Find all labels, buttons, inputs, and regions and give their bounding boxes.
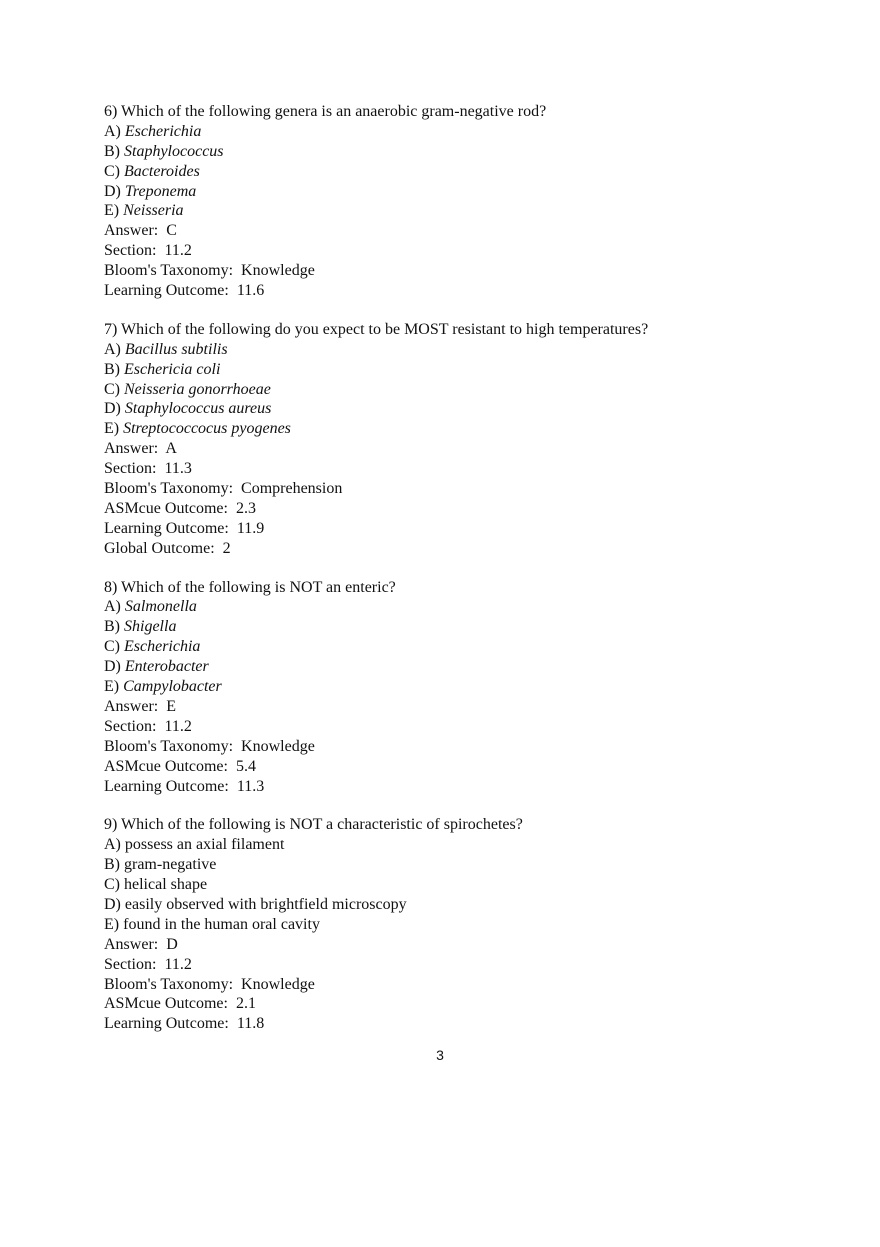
option-prefix: D) (104, 182, 121, 200)
section-ref: Section: 11.3 (104, 460, 192, 478)
answer-option (104, 360, 824, 380)
answer-option (104, 875, 824, 895)
answer-option (104, 142, 824, 162)
section-ref: Section: 11.2 (104, 242, 192, 260)
blooms-taxonomy: Bloom's Taxonomy: Knowledge (104, 975, 315, 993)
blooms-taxonomy: Bloom's Taxonomy: Knowledge (104, 262, 315, 280)
answer-option (104, 162, 824, 182)
option-prefix: C) (104, 638, 120, 656)
option-prefix: D) (104, 658, 121, 676)
page-number: 3 (436, 1047, 444, 1063)
option-text: Escherichia (124, 638, 201, 656)
option-text: Streptococcocus pyogenes (123, 420, 291, 438)
option-prefix: D) (104, 895, 121, 913)
asmcue-outcome: ASMcue Outcome: 2.3 (104, 499, 256, 517)
global-outcome: Global Outcome: 2 (104, 539, 231, 557)
answer-option (104, 835, 824, 855)
answer-key: Answer: C (104, 222, 177, 240)
option-text: Staphylococcus (124, 142, 224, 160)
option-prefix: C) (104, 162, 120, 180)
option-prefix: A) (104, 598, 121, 616)
section-ref: Section: 11.2 (104, 955, 192, 973)
option-prefix: A) (104, 340, 121, 358)
answer-option (104, 895, 824, 915)
answer-option (104, 380, 824, 400)
option-prefix: D) (104, 400, 121, 418)
answer-option (104, 915, 824, 935)
option-prefix: E) (104, 678, 120, 696)
option-text: Treponema (124, 182, 197, 200)
question-stem: 9) Which of the following is NOT a characteristic of spirochetes? (104, 816, 523, 834)
blooms-taxonomy: Bloom's Taxonomy: Comprehension (104, 480, 343, 498)
asmcue-outcome: ASMcue Outcome: 5.4 (104, 757, 256, 775)
question-6 (104, 102, 824, 301)
option-text: found in the human oral cavity (123, 915, 320, 933)
option-text: Neisseria (123, 202, 184, 220)
option-prefix: C) (104, 876, 120, 894)
learning-outcome: Learning Outcome: 11.9 (104, 519, 265, 537)
option-text: easily observed with brightfield microscopy (124, 895, 407, 913)
option-text: Campylobacter (123, 678, 222, 696)
option-text: Eschericia coli (124, 360, 221, 378)
answer-option (104, 399, 824, 419)
learning-outcome: Learning Outcome: 11.6 (104, 282, 265, 300)
answer-option (104, 122, 824, 142)
question-list (104, 102, 824, 1053)
answer-option (104, 617, 824, 637)
answer-option (104, 637, 824, 657)
learning-outcome: Learning Outcome: 11.8 (104, 1015, 265, 1033)
option-prefix: B) (104, 360, 120, 378)
option-prefix: B) (104, 142, 120, 160)
option-prefix: E) (104, 202, 120, 220)
answer-option (104, 182, 824, 202)
option-text: Shigella (124, 618, 177, 636)
question-9 (104, 815, 824, 1034)
answer-option (104, 340, 824, 360)
answer-option (104, 419, 824, 439)
answer-option (104, 657, 824, 677)
option-prefix: B) (104, 618, 120, 636)
option-prefix: E) (104, 915, 120, 933)
section-ref: Section: 11.2 (104, 717, 192, 735)
answer-key: Answer: A (104, 440, 177, 458)
answer-option (104, 201, 824, 221)
option-text: possess an axial filament (124, 836, 285, 854)
option-text: helical shape (124, 876, 208, 894)
option-prefix: B) (104, 856, 120, 874)
option-text: Bacillus subtilis (124, 340, 228, 358)
answer-option (104, 597, 824, 617)
option-text: Salmonella (124, 598, 197, 616)
option-text: gram-negative (124, 856, 217, 874)
option-text: Neisseria gonorrhoeae (124, 380, 271, 398)
learning-outcome: Learning Outcome: 11.3 (104, 777, 265, 795)
option-prefix: A) (104, 836, 121, 854)
option-text: Escherichia (124, 122, 202, 140)
asmcue-outcome: ASMcue Outcome: 2.1 (104, 995, 256, 1013)
blooms-taxonomy: Bloom's Taxonomy: Knowledge (104, 737, 315, 755)
option-prefix: E) (104, 420, 120, 438)
option-prefix: A) (104, 122, 121, 140)
question-stem: 7) Which of the following do you expect to be MOST resistant to high temperatures? (104, 320, 649, 338)
answer-option (104, 677, 824, 697)
question-stem: 6) Which of the following genera is an anaerobic gram-negative rod? (104, 103, 547, 120)
option-prefix: C) (104, 380, 120, 398)
option-text: Staphylococcus aureus (124, 400, 272, 418)
option-text: Enterobacter (124, 658, 209, 676)
answer-key: Answer: E (104, 697, 176, 715)
question-7 (104, 320, 824, 559)
answer-key: Answer: D (104, 935, 178, 953)
question-stem: 8) Which of the following is NOT an enteric? (104, 578, 396, 596)
answer-option (104, 855, 824, 875)
option-text: Bacteroides (124, 162, 200, 180)
question-8 (104, 578, 824, 797)
